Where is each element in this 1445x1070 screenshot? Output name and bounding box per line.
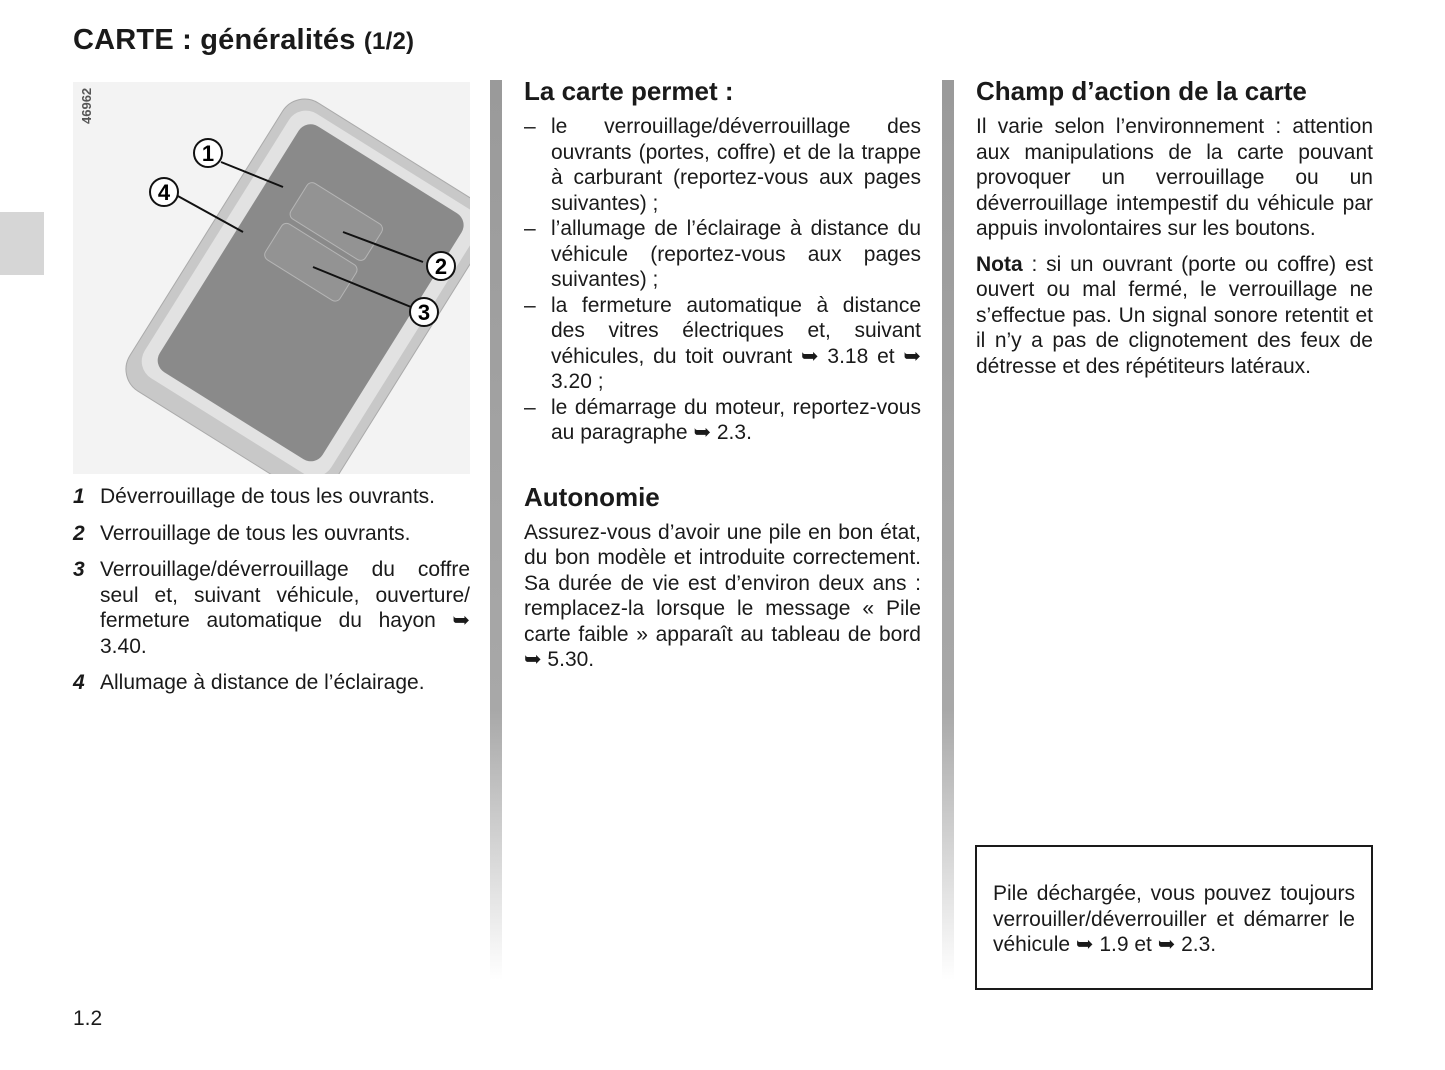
- list-item: – la fermeture automatique à distance des vitres électriques et, suivant véhicules, du toit ouvrant ➥ 3.18 et ➥ 3.20 ;: [524, 293, 921, 395]
- legend-num: 3: [73, 558, 85, 581]
- legend-num: 1: [73, 485, 85, 508]
- nota-paragraph: [976, 252, 1373, 380]
- right-column: [976, 76, 1373, 379]
- section-heading: Champ d’action de la carte: [976, 76, 1307, 106]
- section-tab: [0, 212, 44, 275]
- nota-label: Nota: [976, 252, 1023, 276]
- legend-text: Verrouillage de tous les ouvrants.: [100, 521, 411, 545]
- title-part: (1/2): [363, 28, 415, 55]
- callout-2: 2: [434, 254, 448, 279]
- section-heading: Autonomie: [524, 481, 660, 512]
- paragraph: Il varie selon l’environnement : attention aux manipulations de la carte pouvant provoquer un verrouillage ou un déverrouillage intempestif du véhicule par appuis involontaires sur les boutons.: [976, 115, 1373, 240]
- list-item: – l’allumage de l’éclairage à distance du véhicule (reportez-vous aux pages suivantes) ;: [524, 216, 921, 293]
- legend-num: 4: [73, 671, 85, 694]
- features-list: [524, 114, 921, 446]
- note-box: [975, 845, 1373, 990]
- legend-item: [73, 670, 470, 696]
- autonomie-text: Assurez-vous d’avoir une pile en bon état, du bon modèle et introduite correctement. Sa durée de vie est d’environ deux ans : remplacez-la lorsque le message « Pile carte faible » apparaît au tableau de bord ➥ 5.30.: [524, 520, 921, 671]
- legend-item: [73, 484, 470, 510]
- legend-text: Verrouillage/déverrouillage du coffre seul et, suivant véhicule, ouverture/ fermeture automatique du hayon ➥ 3.40.: [100, 558, 470, 658]
- legend-text: Allumage à distance de l’éclairage.: [100, 671, 425, 694]
- figure-legend: [73, 484, 470, 707]
- legend-num: 2: [73, 521, 85, 545]
- middle-column: [524, 76, 921, 673]
- column-divider: [490, 80, 502, 980]
- figure-ref: 46962: [79, 87, 94, 124]
- key-card-illustration: [73, 82, 470, 474]
- list-item: – le démarrage du moteur, reportez-vous au paragraphe ➥ 2.3.: [524, 395, 921, 446]
- key-card-figure: [73, 82, 470, 479]
- callout-1: 1: [201, 141, 215, 166]
- column-divider: [942, 80, 954, 980]
- legend-item: [73, 557, 470, 659]
- callout-3: 3: [417, 300, 431, 325]
- page-number: 1.2: [73, 1007, 103, 1030]
- title-main: CARTE : généralités: [73, 24, 356, 56]
- legend-item: [73, 521, 470, 547]
- section-heading: La carte permet :: [524, 76, 734, 106]
- page-title: [73, 24, 414, 57]
- note-text: Pile déchargée, vous pouvez toujours verrouiller/déverrouiller et démarrer le véhicule ➥ 1.9 et ➥ 2.3.: [993, 882, 1355, 956]
- callout-4: 4: [157, 180, 171, 205]
- nota-text: : si un ouvrant (porte ou coffre) est ouvert ou mal fermé, le verrouillage ne s’effectue pas. Un signal sonore retentit et il n’y a pas de clignotement des feux de détresse et des répétiteurs latéraux.: [976, 252, 1373, 378]
- list-item: – le verrouillage/déverrouillage des ouvrants (portes, coffre) et de la trappe à carburant (reportez-vous aux pages suivantes) ;: [524, 114, 921, 216]
- legend-text: Déverrouillage de tous les ouvrants.: [100, 485, 436, 508]
